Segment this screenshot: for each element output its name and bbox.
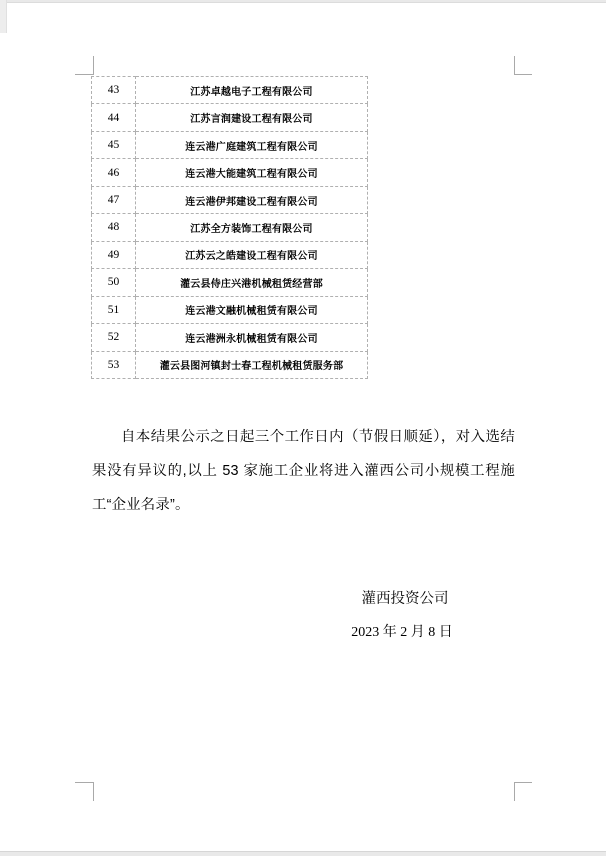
table-row xyxy=(92,241,368,268)
company-name-cell: 灌云县图河镇封士春工程机械租赁服务部 xyxy=(136,351,368,378)
page-gap-top xyxy=(0,0,606,3)
row-number-cell: 46 xyxy=(92,159,136,186)
row-number-cell: 44 xyxy=(92,104,136,131)
row-number-cell: 43 xyxy=(92,77,136,104)
table-row xyxy=(92,159,368,186)
company-name-cell: 江苏全方装饰工程有限公司 xyxy=(136,214,368,241)
row-number-cell: 49 xyxy=(92,241,136,268)
page-gap-bottom xyxy=(0,851,606,856)
company-table-body xyxy=(92,77,368,379)
table-row xyxy=(92,104,368,131)
page-corner-shade xyxy=(0,0,7,33)
company-name-cell: 连云港大能建筑工程有限公司 xyxy=(136,159,368,186)
row-number-cell: 52 xyxy=(92,324,136,351)
table-row xyxy=(92,77,368,104)
company-name-cell: 江苏云之皓建设工程有限公司 xyxy=(136,241,368,268)
company-name-cell: 江苏言润建设工程有限公司 xyxy=(136,104,368,131)
table-row xyxy=(92,351,368,378)
row-number-cell: 53 xyxy=(92,351,136,378)
table-row xyxy=(92,296,368,323)
row-number-cell: 48 xyxy=(92,214,136,241)
row-number-cell: 50 xyxy=(92,269,136,296)
company-table xyxy=(91,76,368,379)
notice-paragraph: 自本结果公示之日起三个工作日内（节假日顺延），对入选结果没有异议的,以上 53 家施工企业将进入灌西公司小规模工程施工“企业名录”。 xyxy=(92,429,515,513)
table-row xyxy=(92,131,368,158)
table-row xyxy=(92,269,368,296)
signature-company: 灌西投资公司 xyxy=(361,591,449,607)
company-name-cell: 连云港文融机械租赁有限公司 xyxy=(136,296,368,323)
company-name-cell: 连云港广庭建筑工程有限公司 xyxy=(136,131,368,158)
row-number-cell: 45 xyxy=(92,131,136,158)
table-row xyxy=(92,186,368,213)
row-number-cell: 47 xyxy=(92,186,136,213)
company-name-cell: 江苏卓越电子工程有限公司 xyxy=(136,77,368,104)
table-row xyxy=(92,324,368,351)
company-name-cell: 灌云县侍庄兴港机械租赁经营部 xyxy=(136,269,368,296)
company-name-cell: 连云港洲永机械租赁有限公司 xyxy=(136,324,368,351)
row-number-cell: 51 xyxy=(92,296,136,323)
company-name-cell: 连云港伊邦建设工程有限公司 xyxy=(136,186,368,213)
table-row xyxy=(92,214,368,241)
signature-date: 2023 年 2 月 8 日 xyxy=(351,625,453,640)
